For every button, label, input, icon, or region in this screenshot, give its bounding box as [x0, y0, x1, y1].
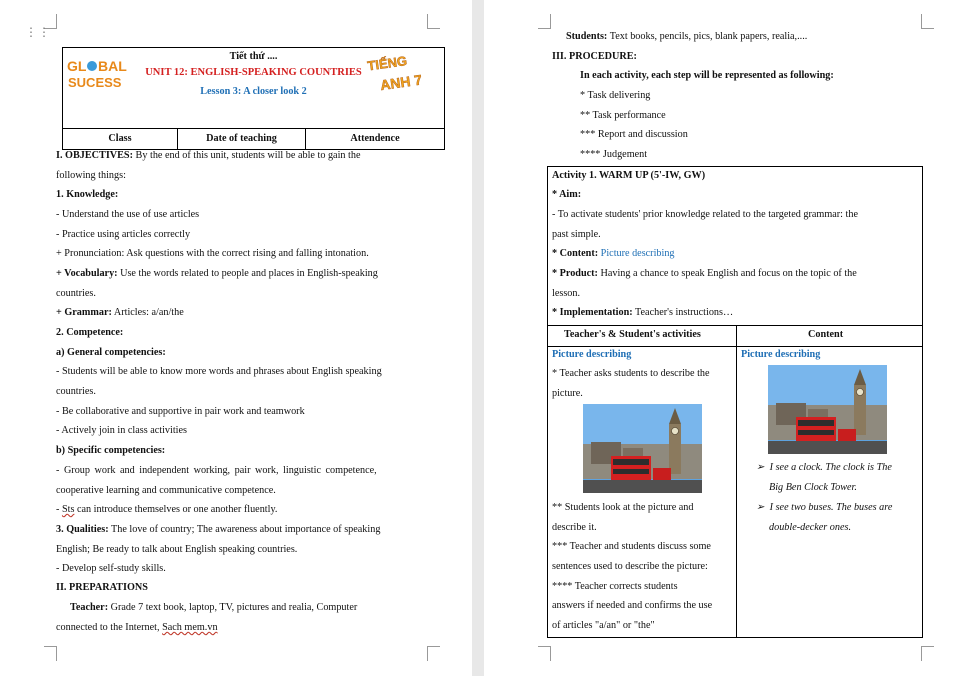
- right-picture-describing: Picture describing: [741, 349, 821, 360]
- crop-mark: [427, 14, 440, 29]
- vocabulary-heading: + Vocabulary:: [56, 268, 118, 279]
- svg-text:TIẾNG: TIẾNG: [366, 53, 408, 74]
- text-line: English; Be ready to talk about English speaking countries.: [56, 544, 298, 555]
- general-competencies-heading: a) General competencies:: [56, 347, 166, 358]
- qualities-text: The love of country; The awareness about importance of speaking: [108, 524, 381, 535]
- bullet-item-buses: [756, 501, 892, 514]
- lesson-title: Lesson 3: A closer look 2: [200, 86, 307, 97]
- grammar-text: Articles: a/an/the: [111, 307, 184, 318]
- column-header-content: Content: [808, 329, 844, 340]
- text-line: - Understand the use of use articles: [56, 209, 200, 220]
- bullet-text: I see a clock. The clock is The: [769, 462, 892, 473]
- col-class: Class: [63, 129, 178, 149]
- step-line: * Task delivering: [580, 90, 651, 101]
- qualities-line: [56, 523, 380, 536]
- competence-heading: 2. Competence:: [56, 327, 124, 338]
- product-heading: * Product:: [552, 268, 598, 279]
- text-line: **** Teacher corrects students: [552, 581, 678, 592]
- svg-text:ANH 7: ANH 7: [379, 71, 424, 94]
- text-line: sentences used to describe the picture:: [552, 561, 708, 572]
- text-line: past simple.: [552, 229, 601, 240]
- teacher-text: Grade 7 text book, laptop, TV, pictures and realia, Computer: [108, 602, 358, 613]
- aim-heading: * Aim:: [552, 189, 582, 200]
- students-line: [566, 30, 807, 43]
- grammar-line: [56, 306, 184, 319]
- internet-line: [56, 621, 218, 634]
- london-big-ben-picture: [768, 365, 887, 454]
- objectives-line: [56, 149, 361, 162]
- crop-mark: [921, 14, 934, 29]
- bullet-continuation: double-decker ones.: [769, 522, 852, 533]
- step-line: *** Report and discussion: [580, 129, 688, 140]
- text-fragment: can introduce themselves or one another fluently.: [74, 504, 278, 515]
- qualities-heading: 3. Qualities:: [56, 524, 109, 535]
- text-line: - Actively join in class activities: [56, 425, 187, 436]
- lesson-number: Tiết thứ ....: [229, 51, 278, 62]
- specific-competencies-heading: b) Specific competencies:: [56, 445, 166, 456]
- step-line: ** Task performance: [580, 110, 666, 121]
- sachmem-link[interactable]: Sach mem.vn: [162, 622, 218, 633]
- step-line: **** Judgement: [580, 149, 648, 160]
- text-line: following things:: [56, 170, 126, 181]
- text-line: - Be collaborative and supportive in pair work and teamwork: [56, 406, 305, 417]
- text-fragment: connected to the Internet,: [56, 622, 163, 633]
- london-big-ben-picture: [583, 404, 702, 493]
- attendance-columns: [63, 128, 444, 149]
- text-line: + Pronunciation: Ask questions with the correct rising and falling intonation.: [56, 248, 369, 259]
- text-line: answers if needed and confirms the use: [552, 600, 713, 611]
- crop-mark: [538, 646, 551, 661]
- text-line: of articles "a/an" or "the": [552, 620, 655, 631]
- sts-line: [56, 503, 277, 516]
- text-line: - To activate students' prior knowledge related to the targeted grammar: the: [552, 209, 858, 220]
- left-picture-describing: Picture describing: [552, 349, 632, 360]
- students-text: Text books, pencils, pics, blank papers, realia,....: [607, 31, 808, 42]
- bullet-item-clock: [756, 461, 892, 474]
- text-line: - Group work and independent working, pair work, linguistic competence,: [56, 465, 377, 476]
- procedure-heading: III. PROCEDURE:: [552, 51, 637, 62]
- procedure-intro: In each activity, each step will be represented as following:: [580, 70, 834, 81]
- arrow-bullet-icon: ➢: [756, 502, 765, 513]
- content-line: [552, 247, 675, 260]
- drag-handle-icon[interactable]: ⋮⋮: [25, 25, 51, 39]
- implementation-text: Teacher's instructions…: [632, 307, 734, 318]
- teacher-heading: Teacher:: [70, 602, 109, 613]
- document-page-1: [0, 0, 472, 676]
- text-line: - Develop self-study skills.: [56, 563, 166, 574]
- text-line: lesson.: [552, 288, 581, 299]
- lesson-header-box: [62, 47, 445, 150]
- text-line: ** Students look at the picture and: [552, 502, 694, 513]
- table-divider: [548, 346, 922, 347]
- text-line: cooperative learning and communicative competence.: [56, 485, 276, 496]
- product-line: [552, 267, 857, 280]
- knowledge-heading: 1. Knowledge:: [56, 189, 119, 200]
- text-line: countries.: [56, 288, 96, 299]
- spellcheck-word[interactable]: Sts: [61, 504, 75, 515]
- svg-text:SUCESS: SUCESS: [68, 75, 122, 90]
- vocabulary-line: [56, 267, 378, 280]
- bullet-continuation: Big Ben Clock Tower.: [769, 482, 857, 493]
- bullet-text: I see two buses. The buses are: [769, 502, 893, 513]
- students-heading: Students:: [566, 31, 608, 42]
- text-line: - Students will be able to know more words and phrases about English speaking: [56, 366, 382, 377]
- header-title-block: [63, 48, 444, 128]
- vocabulary-text: Use the words related to people and places in English-speaking: [117, 268, 378, 279]
- implementation-heading: * Implementation:: [552, 307, 633, 318]
- objectives-text: By the end of this unit, students will be able to gain the: [133, 150, 361, 161]
- content-heading: * Content:: [552, 248, 599, 259]
- text-line: * Teacher asks students to describe the: [552, 368, 710, 379]
- crop-mark: [538, 14, 551, 29]
- crop-mark: [921, 646, 934, 661]
- column-header-activities: Teacher's & Student's activities: [564, 329, 701, 340]
- teacher-line: [70, 601, 357, 614]
- col-attendence: Attendence: [350, 133, 400, 144]
- text-line: countries.: [56, 386, 96, 397]
- col-date-of-teaching: Date of teaching: [178, 129, 306, 149]
- document-page-2: [484, 0, 959, 676]
- arrow-bullet-icon: ➢: [756, 462, 765, 473]
- text-line: - Practice using articles correctly: [56, 229, 191, 240]
- grammar-heading: + Grammar:: [56, 307, 112, 318]
- svg-text:BAL: BAL: [98, 58, 127, 74]
- svg-text:GL: GL: [67, 58, 87, 74]
- crop-mark: [44, 646, 57, 661]
- activity-table: [547, 166, 923, 638]
- table-divider: [548, 325, 922, 326]
- text-line: picture.: [552, 388, 583, 399]
- table-divider: [736, 325, 737, 637]
- implementation-line: [552, 306, 733, 319]
- text-line: describe it.: [552, 522, 597, 533]
- objectives-heading: I. OBJECTIVES:: [56, 150, 133, 161]
- content-text: Picture describing: [598, 248, 675, 259]
- text-line: *** Teacher and students discuss some: [552, 541, 711, 552]
- crop-mark: [427, 646, 440, 661]
- product-text: Having a chance to speak English and focus on the topic of the: [597, 268, 857, 279]
- preparations-heading: II. PREPARATIONS: [56, 582, 148, 593]
- unit-title: UNIT 12: ENGLISH-SPEAKING COUNTRIES: [145, 67, 362, 78]
- activity-title: Activity 1. WARM UP (5'-IW, GW): [552, 170, 706, 181]
- text-fragment: -: [56, 504, 62, 515]
